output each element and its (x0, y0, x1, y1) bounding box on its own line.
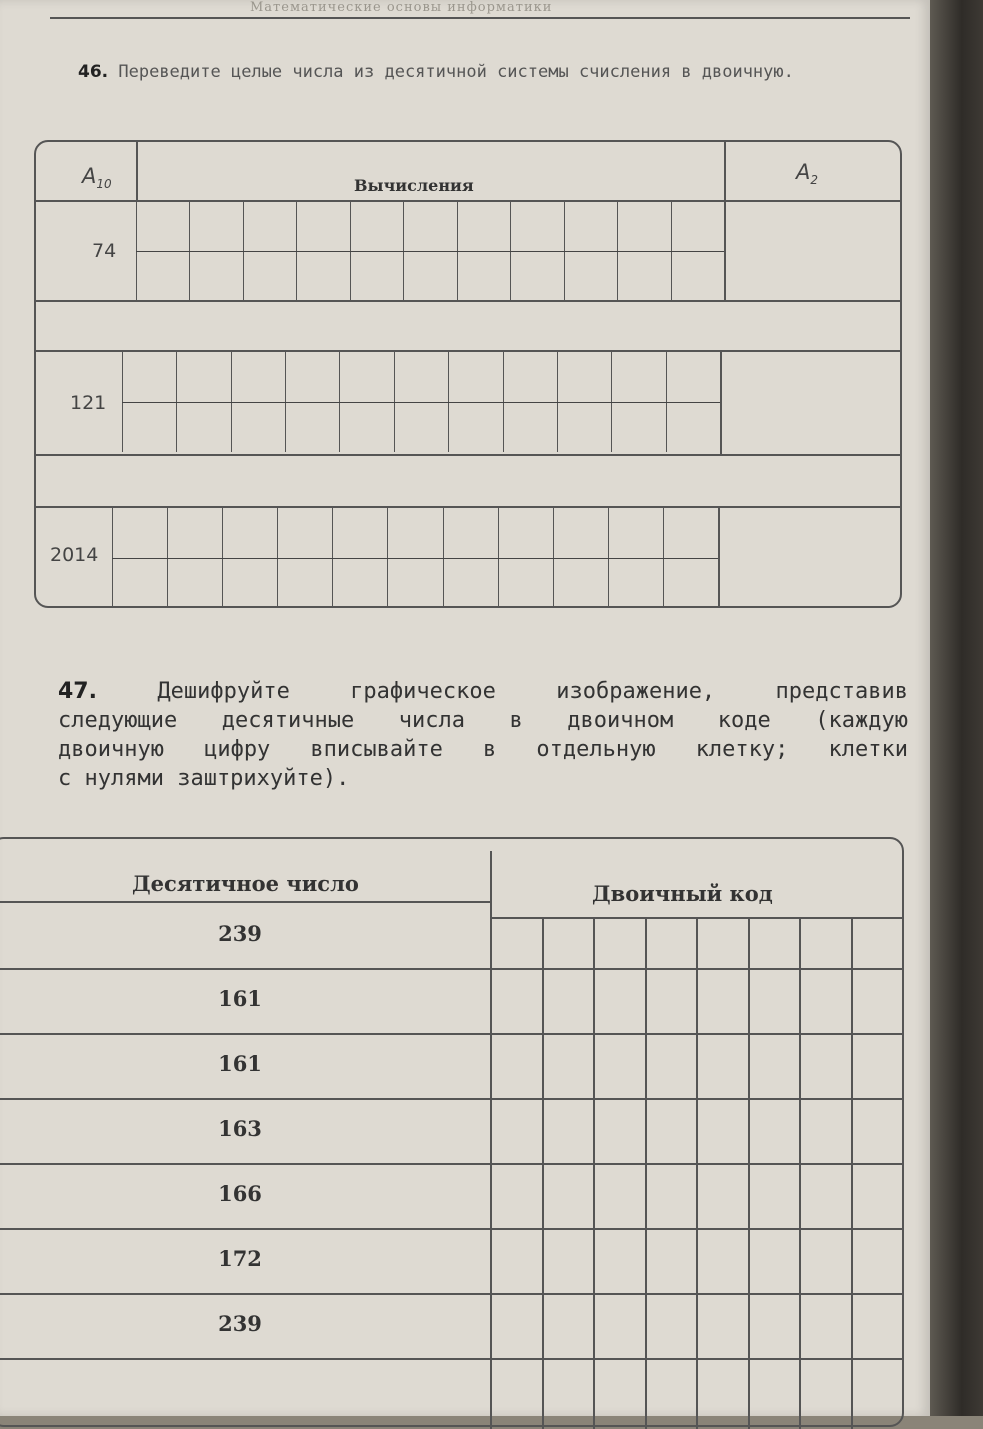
task-46-text (78, 60, 908, 84)
row-rule (0, 1228, 902, 1230)
header-divider-left (136, 142, 138, 200)
task-47-line-3: двоичную цифру вписывайте в отдельную клетку; клетки (58, 737, 908, 762)
row-121-divider (720, 350, 722, 454)
decimal-value: 161 (218, 986, 262, 1011)
row-74-label: 74 (92, 240, 117, 262)
decimal-value: 161 (218, 1051, 262, 1076)
running-header: Математические основы информатики (250, 0, 553, 15)
header-divider-right (724, 142, 726, 200)
row-121-grid[interactable] (122, 352, 720, 452)
row-2014-divider (718, 506, 720, 608)
row-74-divider (724, 200, 726, 300)
grid-mid-line (136, 251, 724, 252)
task-47-line-4: с нулями заштрихуйте). (58, 766, 350, 791)
page-edge-shadow (930, 0, 983, 1416)
binary-cell-border (542, 917, 544, 1429)
decimal-value: 172 (218, 1246, 262, 1271)
task-47-line-2: следующие десятичные числа в двоичном коде (каждую (58, 708, 908, 733)
binary-cell-border (799, 917, 801, 1429)
binary-cell-border (851, 917, 853, 1429)
row-rule (0, 1293, 902, 1295)
decimal-value: 166 (218, 1181, 262, 1206)
row-2014-grid[interactable] (112, 508, 718, 608)
row-121-label: 121 (70, 392, 107, 414)
a2-header: $A_2$ (796, 160, 819, 188)
column-divider (490, 851, 492, 1429)
row-121-bottom (36, 454, 900, 456)
task-47-number: 47. (58, 679, 97, 704)
row-rule (0, 1358, 902, 1360)
row-rule (0, 1163, 902, 1165)
decimal-value: 239 (218, 921, 262, 946)
binary-cell-border (696, 917, 698, 1429)
row-74-grid[interactable] (136, 202, 724, 300)
calc-header: Вычисления (354, 176, 474, 195)
grid-mid-line (122, 402, 720, 403)
grid-mid-line (112, 558, 718, 559)
task-47-text (58, 677, 908, 793)
decimal-value: 163 (218, 1116, 262, 1141)
binary-cell-border (593, 917, 595, 1429)
task-46-instruction: Переведите целые числа из десятичной системы счисления в двоичную. (118, 62, 794, 82)
task-47-line-1: Дешифруйте графическое изображение, представив (157, 679, 908, 704)
a10-header: $A_{10}$ (82, 164, 112, 192)
decimal-header-rule (0, 901, 490, 903)
decimal-value: 239 (218, 1311, 262, 1336)
row-rule (0, 1033, 902, 1035)
row-74-bottom (36, 300, 900, 302)
row-rule (0, 1098, 902, 1100)
binary-header: Двоичный код (592, 881, 773, 906)
binary-cell-border (748, 917, 750, 1429)
task-46-number: 46. (78, 62, 109, 82)
decimal-header: Десятичное число (132, 871, 359, 896)
binary-cell-border (645, 917, 647, 1429)
row-rule (0, 968, 902, 970)
conversion-table (34, 140, 902, 608)
row-2014-label: 2014 (50, 544, 99, 566)
binary-code-table (0, 837, 904, 1427)
header-rule (50, 17, 910, 19)
